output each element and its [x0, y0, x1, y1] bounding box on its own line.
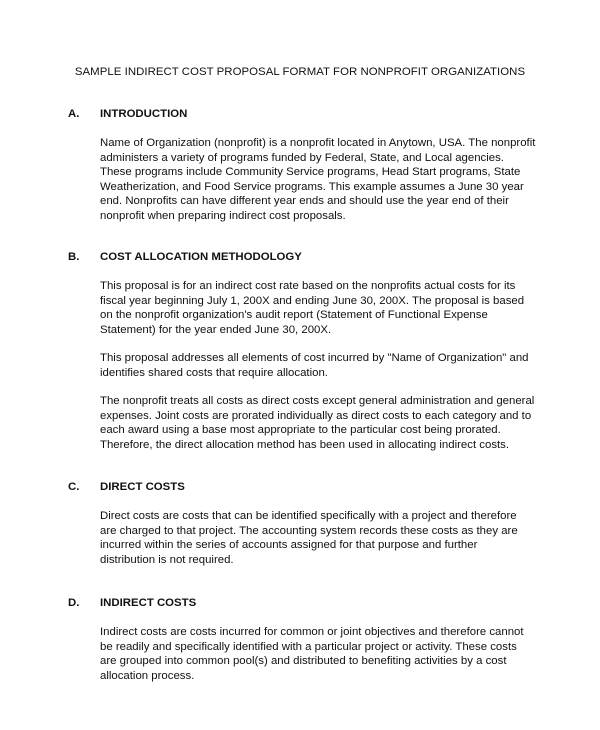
text-line: allocation process.	[100, 669, 195, 682]
text-line: end. Nonprofits can have different year ends and should use the year end of their	[100, 195, 509, 207]
text-line: administers a variety of programs funded by Federal, State, and Local agencies.	[100, 151, 504, 164]
text-line: are charged to that project. The accounting system records these costs as they are	[100, 524, 518, 537]
text-line: each award using a base most appropriate to the particular cost being prorated.	[100, 424, 501, 436]
text-line: be readily and specifically identified with a particular project or activity. These costs	[100, 640, 517, 653]
text-line: are grouped into common pool(s) and distributed to benefiting activities by a cost	[100, 655, 507, 667]
text-line: Weatherization, and Food Service programs. This example assumes a June 30 year	[100, 180, 524, 193]
section-d-letter: D.	[68, 597, 80, 609]
section-c-letter: C.	[68, 481, 80, 493]
section-d-title: INDIRECT COSTS	[100, 597, 197, 609]
text-line: distribution is not required.	[100, 553, 234, 566]
section-c-title: DIRECT COSTS	[100, 481, 185, 493]
text-line: fiscal year beginning July 1, 200X and ending June 30, 200X. The proposal is based	[100, 294, 525, 307]
section-a-heading	[68, 108, 187, 120]
text-line: This proposal addresses all elements of cost incurred by "Name of Organization" and	[100, 352, 529, 364]
section-b-paragraph-1	[100, 279, 525, 337]
text-line: incurred within the series of accounts assigned for that purpose and further	[100, 539, 478, 551]
section-d-heading	[68, 597, 196, 609]
text-line: Direct costs are costs that can be identified specifically with a project and therefore	[100, 510, 517, 522]
section-b-paragraph-2	[100, 351, 529, 380]
text-line: nonprofit when preparing indirect cost proposals.	[100, 209, 346, 222]
text-line: expenses. Joint costs are prorated individually as direct costs to each category and to	[100, 409, 532, 422]
text-line: Indirect costs are costs incurred for common or joint objectives and therefore cannot	[100, 626, 524, 638]
text-line: This proposal is for an indirect cost rate based on the nonprofits actual costs for its	[100, 280, 516, 292]
section-b-title: COST ALLOCATION METHODOLOGY	[100, 251, 302, 263]
text-line: Therefore, the direct allocation method has been used in allocating indirect costs.	[100, 438, 510, 451]
text-line: identifies shared costs that require allocation.	[100, 366, 328, 379]
section-c-paragraph-1	[100, 509, 518, 567]
section-b-paragraph-3	[100, 394, 535, 452]
text-line: on the nonprofit organization's audit report (Statement of Functional Expense	[100, 309, 488, 321]
text-line: Statement) for the year ended June 30, 200X.	[100, 323, 332, 336]
section-a-title: INTRODUCTION	[100, 108, 188, 120]
section-d-paragraph-1	[100, 625, 524, 683]
text-line: The nonprofit treats all costs as direct costs except general administration and general	[100, 395, 535, 407]
text-line: Name of Organization (nonprofit) is a nonprofit located in Anytown, USA. The nonprofit	[100, 137, 536, 149]
section-a-letter: A.	[68, 108, 80, 120]
section-c-heading	[68, 481, 185, 493]
document-title: SAMPLE INDIRECT COST PROPOSAL FORMAT FOR NONPROFIT ORGANIZATIONS	[74, 66, 526, 78]
section-b-letter: B.	[68, 251, 80, 263]
section-b-heading	[68, 251, 302, 263]
section-a-paragraph-1	[100, 136, 536, 223]
text-line: These programs include Community Service programs, Head Start programs, State	[100, 166, 521, 178]
